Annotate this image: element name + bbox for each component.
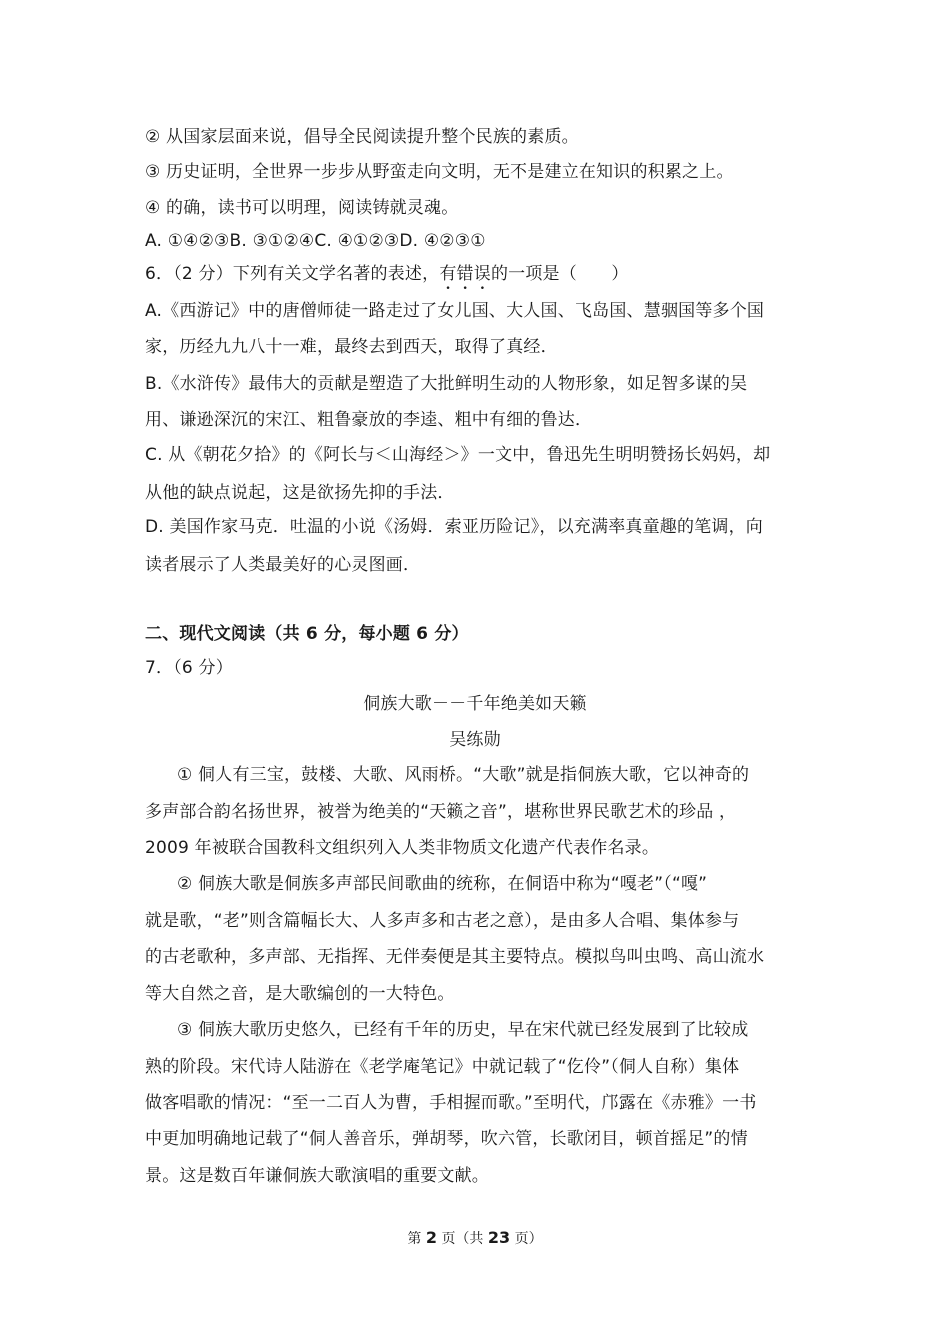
- paragraph-1-line2: 多声部合韵名扬世界，被誉为绝美的“天籁之音”，堪称世界民歌艺术的珍品 ，: [145, 802, 737, 822]
- q6-option-c-line2: 从他的缺点说起，这是欲扬先抑的手法．: [145, 483, 455, 503]
- q6-stem: [145, 262, 815, 294]
- page-footer: [0, 1228, 950, 1249]
- paragraph-1-line1: ① 侗人有三宝，鼓楼、大歌、风雨桥。“大歌”就是指侗族大歌，它以神奇的: [177, 765, 750, 785]
- answer-item-4: ④ 的确，读书可以明理，阅读铸就灵魂。: [145, 198, 459, 218]
- q6-option-b-line1: B.《水浒传》最伟大的贡献是塑造了大批鲜明生动的人物形象，如足智多谋的吴: [145, 374, 748, 394]
- q6-option-c-line1: C. 从《朝花夕拾》的《阿长与＜山海经＞》一文中，鲁迅先生明明赞扬长妈妈，却: [145, 445, 771, 465]
- answer-item-3: ③ 历史证明，全世界一步步从野蛮走向文明，无不是建立在知识的积累之上。: [145, 162, 734, 182]
- paragraph-2-line3: 的古老歌种，多声部、无指挥、无伴奏便是其主要特点。模拟鸟叫虫鸣、高山流水: [145, 947, 765, 967]
- q6-option-a-line2: 家，历经九九八十一难，最终去到西天，取得了真经．: [145, 337, 558, 357]
- article-title: 侗族大歌－－千年绝美如天籁: [363, 694, 587, 714]
- q6-stem-emphasis: 有错误: [439, 264, 491, 284]
- q7-stem: 7．（6 分）: [145, 658, 233, 678]
- paragraph-3-line4: 中更加明确地记载了“侗人善音乐，弹胡琴，吹六管，长歌闭目，顿首摇足”的情: [145, 1129, 748, 1149]
- footer-total-pages: 23: [487, 1228, 511, 1247]
- paragraph-3-line5: 景。这是数百年谦侗族大歌演唱的重要文献。: [145, 1166, 489, 1186]
- section-heading: 二、现代文阅读（共 6 分，每小题 6 分）: [145, 624, 469, 644]
- paragraph-3-line2: 熟的阶段。宋代诗人陆游在《老学庵笔记》中就记载了“仡伶”（侗人自称）集体: [145, 1057, 740, 1077]
- footer-page-number: 2: [425, 1228, 437, 1247]
- q6-stem-prefix: 6．（2 分）下列有关文学名著的表述，: [145, 264, 440, 284]
- q6-option-b-line2: 用、谦逊深沉的宋江、粗鲁豪放的李逵、粗中有细的鲁达．: [145, 410, 593, 430]
- paragraph-2-line2: 就是歌，“老”则含篇幅长大、人多声多和古老之意），是由多人合唱、集体参与: [145, 911, 740, 931]
- paragraph-3-line3: 做客唱歌的情况：“至一二百人为曹，手相握而歌。”至明代，邝露在《赤雅》一书: [145, 1093, 757, 1113]
- footer-post: 页）: [514, 1231, 543, 1247]
- answer-item-2: ② 从国家层面来说，倡导全民阅读提升整个民族的素质。: [145, 127, 579, 147]
- paragraph-3-line1: ③ 侗族大歌历史悠久，已经有千年的历史，早在宋代就已经发展到了比较成: [177, 1020, 749, 1040]
- paragraph-2-line4: 等大自然之音，是大歌编创的一大特色。: [145, 984, 455, 1004]
- footer-pre: 第: [407, 1231, 422, 1247]
- footer-mid: 页（共: [441, 1231, 484, 1247]
- q6-option-a-line1: A.《西游记》中的唐僧师徒一路走过了女儿国、大人国、飞岛国、慧骃国等多个国: [145, 301, 765, 321]
- paragraph-1-line3: 2009 年被联合国教科文组织列入人类非物质文化遗产代表作名录。: [145, 838, 660, 858]
- q6-option-d-line2: 读者展示了人类最美好的心灵图画．: [145, 555, 421, 575]
- paragraph-2-line1: ② 侗族大歌是侗族多声部民间歌曲的统称，在侗语中称为“嘎老”（“嘎”: [177, 874, 708, 894]
- article-author: 吴练勋: [449, 730, 501, 750]
- q6-option-d-line1: D. 美国作家马克．吐温的小说《汤姆．索亚历险记》，以充满率真童趣的笔调，向: [145, 517, 763, 537]
- q5-options: A. ①④②③B. ③①②④C. ④①②③D. ④②③①: [145, 231, 486, 251]
- q6-stem-suffix: 的一项是（ ）: [490, 264, 629, 284]
